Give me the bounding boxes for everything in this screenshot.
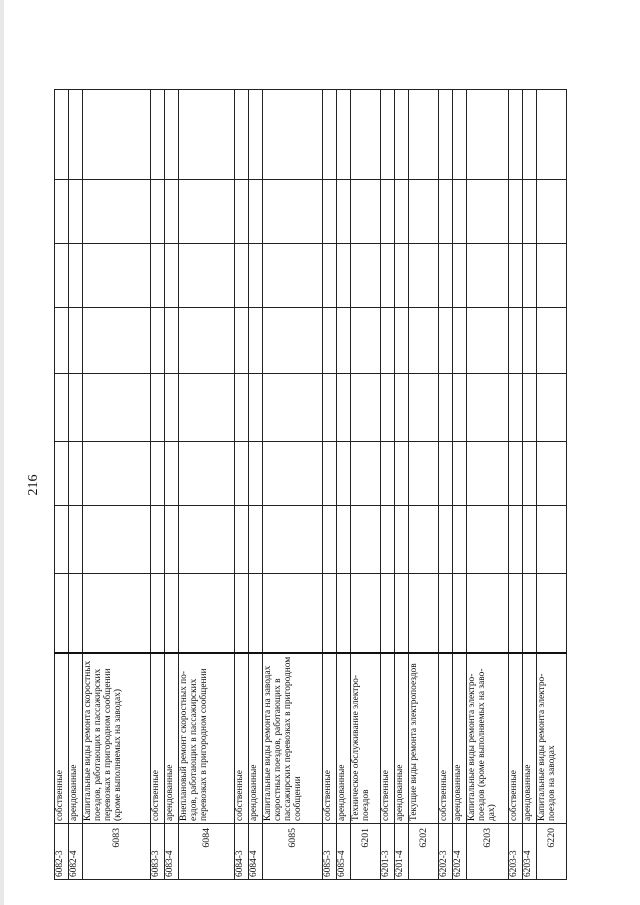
empty-cell <box>509 180 523 244</box>
empty-cell <box>263 90 323 180</box>
empty-cell <box>467 374 509 442</box>
empty-cell <box>509 244 523 308</box>
empty-cell <box>453 574 467 654</box>
table-row <box>351 90 381 880</box>
empty-cell <box>523 506 537 574</box>
row-name: собственные <box>509 654 523 824</box>
empty-cell <box>165 442 179 506</box>
table-row <box>151 90 165 880</box>
row-name: собственные <box>323 654 337 824</box>
empty-cell <box>467 308 509 374</box>
empty-cell <box>395 180 409 244</box>
empty-cell <box>509 374 523 442</box>
table-row <box>83 90 151 880</box>
empty-cell <box>165 308 179 374</box>
empty-cell <box>537 574 567 654</box>
empty-cell <box>453 244 467 308</box>
table-row <box>179 90 235 880</box>
repair-table <box>54 89 567 880</box>
empty-cell <box>323 308 337 374</box>
empty-cell <box>381 506 395 574</box>
empty-cell <box>381 442 395 506</box>
empty-cell <box>351 574 381 654</box>
empty-cell <box>235 244 249 308</box>
empty-cell <box>439 506 453 574</box>
empty-cell <box>69 180 83 244</box>
empty-cell <box>165 574 179 654</box>
empty-cell <box>439 442 453 506</box>
row-code: 6202-3 <box>439 824 453 880</box>
empty-cell <box>453 308 467 374</box>
empty-cell <box>55 374 69 442</box>
row-code: 6201 <box>351 824 381 880</box>
table-row <box>235 90 249 880</box>
empty-cell <box>179 506 235 574</box>
empty-cell <box>537 244 567 308</box>
empty-cell <box>263 244 323 308</box>
empty-cell <box>249 574 263 654</box>
empty-cell <box>351 506 381 574</box>
empty-cell <box>337 244 351 308</box>
table-row <box>249 90 263 880</box>
row-name: Капитальные виды ремонта электропоездов на заводах <box>537 654 567 824</box>
table-row <box>467 90 509 880</box>
table-row <box>165 90 179 880</box>
empty-cell <box>439 308 453 374</box>
empty-cell <box>55 90 69 180</box>
row-code: 6084-3 <box>235 824 249 880</box>
row-code: 6085 <box>263 824 323 880</box>
empty-cell <box>537 180 567 244</box>
empty-cell <box>523 374 537 442</box>
empty-cell <box>395 442 409 506</box>
empty-cell <box>83 244 151 308</box>
empty-cell <box>179 442 235 506</box>
row-name: Текущие виды ремонта электропоездов <box>409 654 439 824</box>
table-row <box>381 90 395 880</box>
empty-cell <box>55 244 69 308</box>
row-code: 6084 <box>179 824 235 880</box>
empty-cell <box>165 244 179 308</box>
row-name: Внеплановый ремонт скоростных поездов, работающих в пассажирских перевозках в пригородном сообщении <box>179 654 235 824</box>
empty-cell <box>381 180 395 244</box>
empty-cell <box>467 574 509 654</box>
table-row <box>453 90 467 880</box>
empty-cell <box>263 180 323 244</box>
page-number: 216 <box>26 474 41 496</box>
row-name: арендованные <box>69 654 83 824</box>
table-row <box>337 90 351 880</box>
row-name: арендованные <box>523 654 537 824</box>
row-name: арендованные <box>453 654 467 824</box>
row-name: Техническое обслуживание электропоездов <box>351 654 381 824</box>
empty-cell <box>337 374 351 442</box>
empty-cell <box>509 574 523 654</box>
empty-cell <box>235 506 249 574</box>
empty-cell <box>439 180 453 244</box>
row-code: 6083-4 <box>165 824 179 880</box>
table-row <box>69 90 83 880</box>
empty-cell <box>337 442 351 506</box>
empty-cell <box>69 442 83 506</box>
empty-cell <box>55 180 69 244</box>
empty-cell <box>151 244 165 308</box>
empty-cell <box>453 442 467 506</box>
empty-cell <box>235 374 249 442</box>
empty-cell <box>83 574 151 654</box>
empty-cell <box>323 90 337 180</box>
empty-cell <box>151 574 165 654</box>
empty-cell <box>151 506 165 574</box>
empty-cell <box>395 374 409 442</box>
table-row <box>323 90 337 880</box>
empty-cell <box>537 442 567 506</box>
row-code: 6085-3 <box>323 824 337 880</box>
empty-cell <box>381 308 395 374</box>
row-code: 6220 <box>537 824 567 880</box>
empty-cell <box>453 90 467 180</box>
empty-cell <box>409 90 439 180</box>
row-code: 6082-3 <box>55 824 69 880</box>
empty-cell <box>165 374 179 442</box>
row-name: собственные <box>55 654 69 824</box>
empty-cell <box>151 374 165 442</box>
empty-cell <box>249 90 263 180</box>
empty-cell <box>409 506 439 574</box>
empty-cell <box>537 308 567 374</box>
empty-cell <box>337 180 351 244</box>
row-name: арендованные <box>165 654 179 824</box>
empty-cell <box>83 90 151 180</box>
empty-cell <box>523 308 537 374</box>
empty-cell <box>323 180 337 244</box>
empty-cell <box>323 244 337 308</box>
empty-cell <box>409 180 439 244</box>
empty-cell <box>523 442 537 506</box>
empty-cell <box>351 308 381 374</box>
empty-cell <box>409 308 439 374</box>
empty-cell <box>395 574 409 654</box>
empty-cell <box>351 90 381 180</box>
empty-cell <box>263 374 323 442</box>
empty-cell <box>523 90 537 180</box>
empty-cell <box>83 308 151 374</box>
empty-cell <box>69 506 83 574</box>
table-row <box>395 90 409 880</box>
row-code: 6202-4 <box>453 824 467 880</box>
empty-cell <box>83 180 151 244</box>
empty-cell <box>69 574 83 654</box>
empty-cell <box>537 90 567 180</box>
empty-cell <box>467 442 509 506</box>
empty-cell <box>151 442 165 506</box>
empty-cell <box>409 442 439 506</box>
empty-cell <box>83 506 151 574</box>
empty-cell <box>69 374 83 442</box>
empty-cell <box>235 180 249 244</box>
empty-cell <box>235 442 249 506</box>
row-code: 6083-3 <box>151 824 165 880</box>
empty-cell <box>249 180 263 244</box>
empty-cell <box>395 506 409 574</box>
row-code: 6202 <box>409 824 439 880</box>
empty-cell <box>381 574 395 654</box>
table-row <box>523 90 537 880</box>
row-code: 6203-3 <box>509 824 523 880</box>
empty-cell <box>55 308 69 374</box>
empty-cell <box>453 506 467 574</box>
row-name: собственные <box>235 654 249 824</box>
empty-cell <box>395 90 409 180</box>
empty-cell <box>409 574 439 654</box>
empty-cell <box>323 574 337 654</box>
empty-cell <box>151 180 165 244</box>
empty-cell <box>381 374 395 442</box>
empty-cell <box>439 244 453 308</box>
empty-cell <box>179 374 235 442</box>
empty-cell <box>453 374 467 442</box>
empty-cell <box>83 442 151 506</box>
empty-cell <box>453 180 467 244</box>
empty-cell <box>395 244 409 308</box>
empty-cell <box>467 506 509 574</box>
empty-cell <box>509 442 523 506</box>
empty-cell <box>467 180 509 244</box>
empty-cell <box>69 90 83 180</box>
table-row <box>55 90 69 880</box>
empty-cell <box>179 180 235 244</box>
empty-cell <box>323 374 337 442</box>
empty-cell <box>409 244 439 308</box>
row-name: Капитальные виды ремонта на заводах скоростных поездов, работающих в пассажирских перевозках в пригородном сообщении <box>263 654 323 824</box>
row-code: 6083 <box>83 824 151 880</box>
empty-cell <box>179 244 235 308</box>
row-name: собственные <box>151 654 165 824</box>
empty-cell <box>381 90 395 180</box>
empty-cell <box>337 574 351 654</box>
table-row <box>537 90 567 880</box>
empty-cell <box>83 374 151 442</box>
empty-cell <box>249 506 263 574</box>
table-row <box>263 90 323 880</box>
empty-cell <box>69 308 83 374</box>
empty-cell <box>151 308 165 374</box>
empty-cell <box>55 442 69 506</box>
row-code: 6203-4 <box>523 824 537 880</box>
empty-cell <box>337 308 351 374</box>
empty-cell <box>351 442 381 506</box>
empty-cell <box>323 442 337 506</box>
empty-cell <box>263 308 323 374</box>
empty-cell <box>337 90 351 180</box>
empty-cell <box>263 442 323 506</box>
empty-cell <box>351 244 381 308</box>
empty-cell <box>235 308 249 374</box>
table-row <box>409 90 439 880</box>
empty-cell <box>351 374 381 442</box>
row-code: 6085-4 <box>337 824 351 880</box>
table-body <box>55 90 567 880</box>
empty-cell <box>249 308 263 374</box>
empty-cell <box>523 244 537 308</box>
empty-cell <box>165 90 179 180</box>
empty-cell <box>165 180 179 244</box>
row-name: Капитальные виды ремонта скоростных поездов, работающих в пассажирских перевозках в пригородном сообщении (кроме выполняемых на заводах) <box>83 654 151 824</box>
empty-cell <box>439 374 453 442</box>
empty-cell <box>509 90 523 180</box>
row-name: арендованные <box>249 654 263 824</box>
empty-cell <box>249 374 263 442</box>
empty-cell <box>439 90 453 180</box>
empty-cell <box>263 574 323 654</box>
empty-cell <box>509 506 523 574</box>
empty-cell <box>69 244 83 308</box>
empty-cell <box>263 506 323 574</box>
empty-cell <box>395 308 409 374</box>
empty-cell <box>179 90 235 180</box>
empty-cell <box>523 180 537 244</box>
empty-cell <box>409 374 439 442</box>
empty-cell <box>249 442 263 506</box>
empty-cell <box>467 90 509 180</box>
scan-edge <box>0 0 4 905</box>
row-code: 6203 <box>467 824 509 880</box>
row-code: 6201-3 <box>381 824 395 880</box>
row-code: 6082-4 <box>69 824 83 880</box>
row-code: 6201-4 <box>395 824 409 880</box>
empty-cell <box>55 574 69 654</box>
empty-cell <box>179 574 235 654</box>
empty-cell <box>381 244 395 308</box>
empty-cell <box>55 506 69 574</box>
row-name: арендованные <box>395 654 409 824</box>
row-name: собственные <box>381 654 395 824</box>
empty-cell <box>179 308 235 374</box>
empty-cell <box>165 506 179 574</box>
empty-cell <box>235 574 249 654</box>
empty-cell <box>439 574 453 654</box>
row-name: Капитальные виды ремонта электропоездов (кроме выполняемых на заводах) <box>467 654 509 824</box>
empty-cell <box>537 506 567 574</box>
empty-cell <box>151 90 165 180</box>
row-name: собственные <box>439 654 453 824</box>
empty-cell <box>337 506 351 574</box>
table-row <box>509 90 523 880</box>
row-code: 6084-4 <box>249 824 263 880</box>
empty-cell <box>523 574 537 654</box>
empty-cell <box>537 374 567 442</box>
empty-cell <box>509 308 523 374</box>
row-name: арендованные <box>337 654 351 824</box>
empty-cell <box>351 180 381 244</box>
empty-cell <box>249 244 263 308</box>
empty-cell <box>467 244 509 308</box>
empty-cell <box>323 506 337 574</box>
empty-cell <box>235 90 249 180</box>
table-row <box>439 90 453 880</box>
rotated-content <box>26 90 557 880</box>
